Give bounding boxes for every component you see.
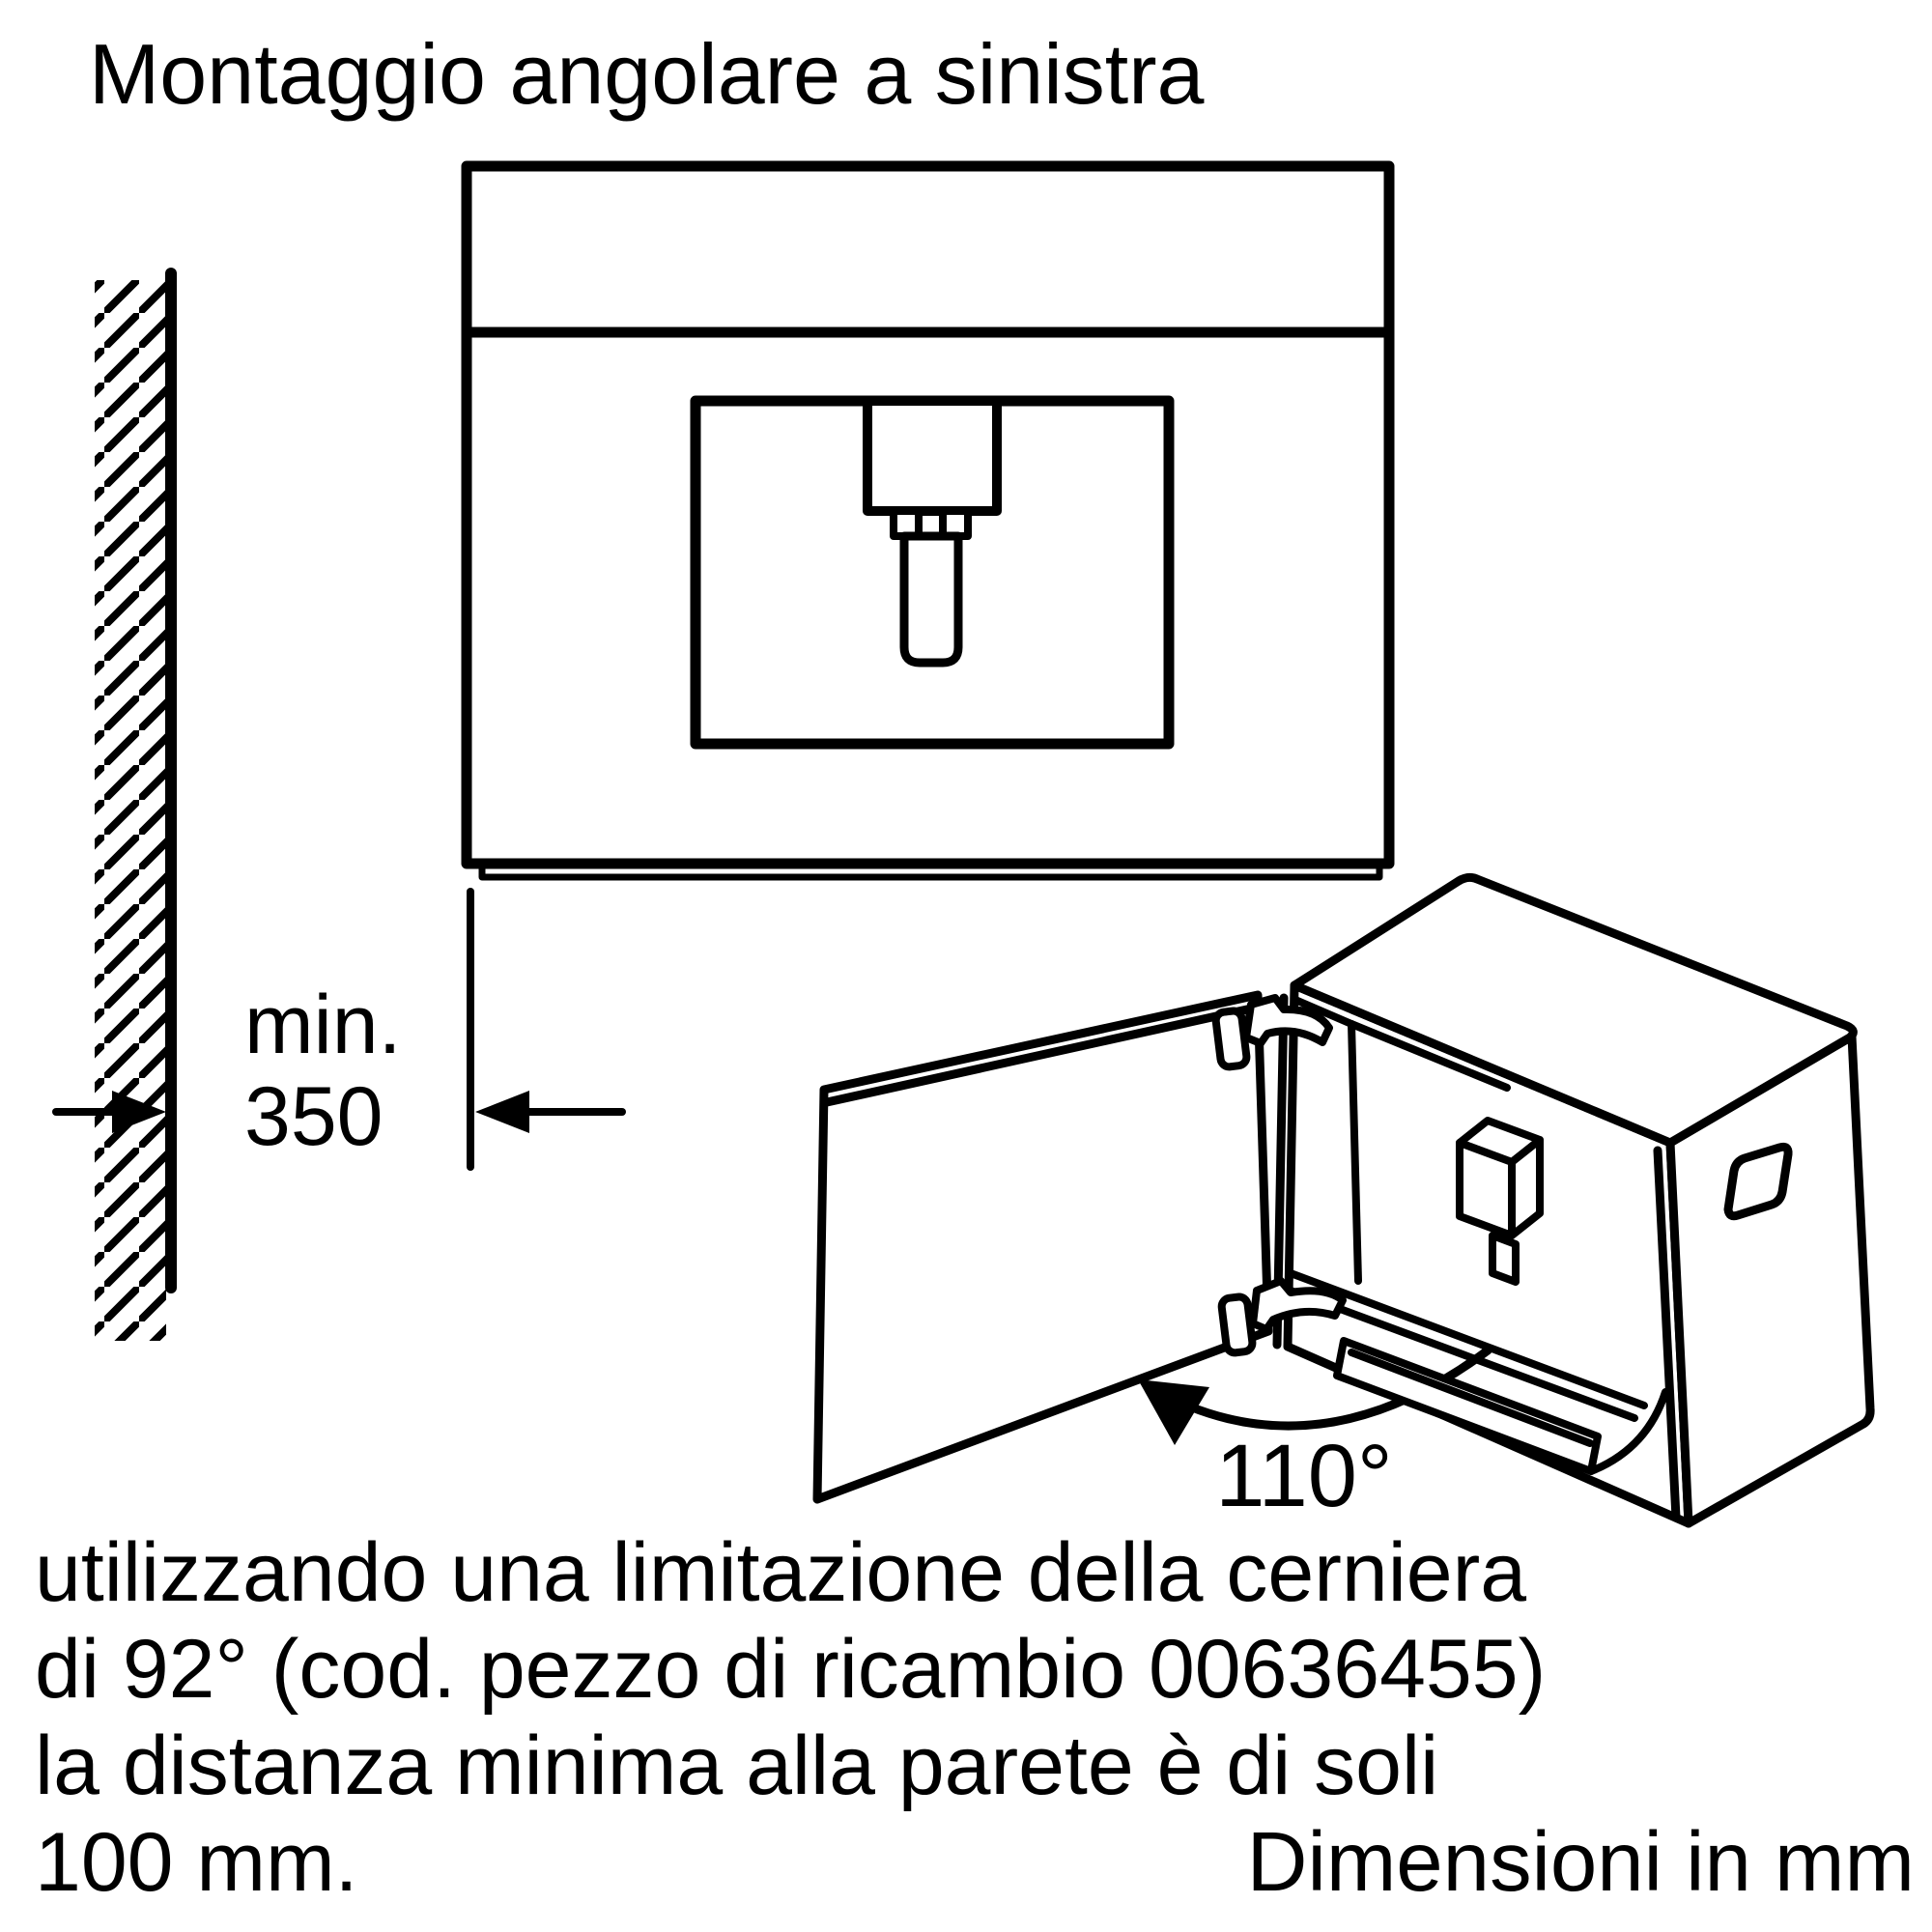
units-note: Dimensioni in mm — [1246, 1815, 1915, 1909]
appliance-front-view — [467, 166, 1389, 877]
open-door — [817, 995, 1268, 1499]
dispenser-foot — [1492, 1236, 1516, 1282]
note-line-2: di 92° (cod. pezzo di ricambio 00636455) — [35, 1623, 1547, 1716]
note-line-4: 100 mm. — [35, 1816, 358, 1909]
page-title: Montaggio angolare a sinistra — [89, 26, 1205, 122]
appliance-base-strip — [482, 864, 1379, 877]
dispenser-front-face — [1460, 1143, 1512, 1236]
dimension-value: 350 — [244, 1070, 384, 1163]
hinge-bottom-pin-plate — [1221, 1296, 1254, 1354]
hinge-top-pin-plate — [1215, 1010, 1248, 1068]
dimension-label — [244, 980, 401, 1163]
spout-housing — [867, 401, 997, 511]
note-line-3: la distanza minima alla parete è di soli — [35, 1719, 1439, 1812]
wall-hatching — [95, 280, 166, 1341]
door-angle-label: 110° — [1215, 1427, 1393, 1525]
door-panel — [817, 995, 1268, 1499]
wall — [95, 273, 171, 1341]
note-line-1: utilizzando una limitazione della cerniera — [35, 1526, 1527, 1619]
dispenser-spout — [904, 536, 958, 663]
dispenser-right-face — [1512, 1140, 1540, 1236]
dimension-prefix: min. — [244, 979, 402, 1071]
dimension-arrow-right-head — [475, 1091, 529, 1133]
